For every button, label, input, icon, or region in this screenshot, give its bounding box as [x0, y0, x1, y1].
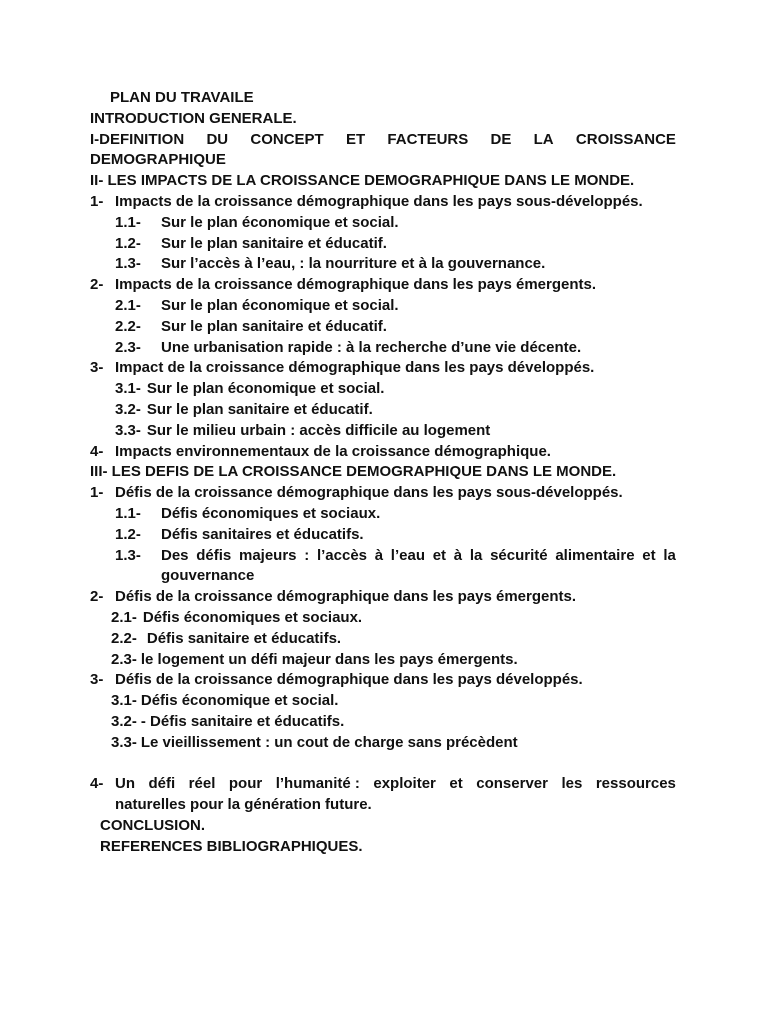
outline-subitem	[90, 379, 676, 400]
text-word: l’accès	[316, 546, 368, 564]
heading-word: LA	[533, 130, 554, 148]
subitem-number: 2.1-	[115, 296, 141, 314]
outline-subitem	[90, 712, 676, 733]
text-word: majeurs	[238, 546, 297, 564]
subitem-text: Sur le plan sanitaire et éducatif.	[146, 400, 373, 418]
heading-word: DE	[490, 130, 512, 148]
text-word: réel	[188, 775, 216, 793]
section-3-heading: III- LES DEFIS DE LA CROISSANCE DEMOGRAPHIQUE DANS LE MONDE.	[90, 463, 617, 481]
heading-word: CONCEPT	[250, 130, 324, 148]
text-word: Des	[161, 546, 189, 564]
item-continuation: naturelles pour la génération future.	[115, 796, 372, 814]
subitem-number: 3.2-	[111, 712, 137, 730]
item-number: 4-	[90, 775, 104, 793]
text-word: les	[561, 775, 583, 793]
subitem-justified-text	[161, 546, 676, 567]
subitem-number: 3.3-	[115, 421, 141, 439]
text-word: défi	[148, 775, 176, 793]
subitem-text: le logement un défi majeur dans les pays émergents.	[140, 650, 518, 668]
references-heading: REFERENCES BIBLIOGRAPHIQUES.	[100, 837, 363, 855]
item-text: Défis de la croissance démographique dans les pays émergents.	[115, 588, 577, 606]
outline-subitem	[90, 525, 676, 546]
subitem-number: 1.3-	[115, 546, 141, 564]
plan-outline	[90, 88, 676, 857]
item-number: 2-	[90, 588, 104, 606]
subitem-number: 1.1-	[115, 213, 141, 231]
subitem-number: 2.3-	[115, 338, 141, 356]
outline-subitem	[90, 546, 676, 567]
subitem-number: 3.1-	[115, 380, 141, 398]
text-word: et	[432, 546, 447, 564]
outline-subitem	[90, 733, 676, 754]
heading-word: FACTEURS	[387, 130, 469, 148]
subitem-text: Sur l’accès à l’eau, : la nourriture et à la gouvernance.	[161, 255, 546, 273]
item-number: 1-	[90, 192, 104, 210]
text-word: ressources	[595, 775, 676, 793]
introduction-heading: INTRODUCTION GENERALE.	[90, 109, 297, 127]
subitem-text: Sur le plan sanitaire et éducatif.	[161, 317, 387, 335]
outline-subitem	[90, 629, 676, 650]
text-word: :	[304, 546, 310, 564]
heading-word: I-DEFINITION	[90, 130, 185, 148]
outline-subitem	[90, 608, 676, 629]
text-word: sécurité	[490, 546, 548, 564]
item-number: 4-	[90, 442, 104, 460]
text-word: à	[453, 546, 463, 564]
item-text: Impact de la croissance démographique dans les pays développés.	[115, 359, 595, 377]
item-number: 2-	[90, 276, 104, 294]
text-word: la	[663, 546, 676, 564]
outline-subitem	[90, 317, 676, 338]
subitem-text: Sur le plan sanitaire et éducatif.	[161, 234, 387, 252]
outline-subitem	[90, 296, 676, 317]
subitem-number: 3.1-	[111, 692, 137, 710]
subitem-number: 2.2-	[115, 317, 141, 335]
item-text: Impacts de la croissance démographique dans les pays émergents.	[115, 276, 597, 294]
subitem-text: Défis économiques et sociaux.	[161, 504, 381, 522]
item-number: 1-	[90, 484, 104, 502]
outline-subitem	[90, 400, 676, 421]
subitem-text: Le vieillissement : un cout de charge sans précèdent	[140, 733, 518, 751]
outline-subitem	[90, 234, 676, 255]
heading-word: CROISSANCE	[575, 130, 676, 148]
outline-subitem	[90, 504, 676, 525]
blank-line	[90, 754, 676, 775]
section-2-heading: II- LES IMPACTS DE LA CROISSANCE DEMOGRAPHIQUE DANS LE MONDE.	[90, 172, 635, 190]
section-1-heading	[90, 130, 676, 151]
subitem-text: Défis économiques et sociaux.	[142, 608, 363, 626]
subitem-number: 2.3-	[111, 650, 137, 668]
item-text: Défis de la croissance démographique dans les pays sous-développés.	[115, 484, 623, 502]
document-title: PLAN DU TRAVAILE	[110, 89, 254, 106]
subitem-number: 2.1-	[111, 608, 137, 626]
item-number: 3-	[90, 359, 104, 377]
text-word: Un	[115, 775, 135, 793]
subitem-text: Défis sanitaire et éducatifs.	[146, 629, 342, 647]
heading-word: DU	[206, 130, 229, 148]
subitem-continuation: gouvernance	[161, 567, 255, 585]
outline-item	[90, 442, 676, 463]
outline-subitem	[90, 213, 676, 234]
outline-item	[90, 587, 676, 608]
item-text: Impacts environnementaux de la croissance démographique.	[115, 442, 551, 460]
text-word: l’humanité :	[275, 775, 360, 793]
text-word: défis	[196, 546, 232, 564]
subitem-text: Sur le plan économique et social.	[146, 380, 385, 398]
subitem-text: Sur le plan économique et social.	[161, 296, 399, 314]
subitem-text: Défis sanitaires et éducatifs.	[161, 525, 364, 543]
outline-subitem	[90, 254, 676, 275]
subitem-text: - Défis sanitaire et éducatifs.	[140, 712, 345, 730]
item-justified-text	[115, 774, 676, 795]
conclusion-heading: CONCLUSION.	[100, 816, 205, 834]
text-word: à	[374, 546, 384, 564]
text-word: conserver	[476, 775, 548, 793]
outline-item	[90, 670, 676, 691]
text-word: et	[642, 546, 656, 564]
outline-subitem	[90, 338, 676, 359]
item-text: Défis de la croissance démographique dans les pays développés.	[115, 671, 583, 689]
text-word: l’eau	[390, 546, 425, 564]
text-word: la	[469, 546, 483, 564]
text-word: alimentaire	[555, 546, 635, 564]
text-word: exploiter	[373, 775, 436, 793]
subitem-number: 1.2-	[115, 234, 141, 252]
subitem-number: 3.3-	[111, 733, 137, 751]
outline-item	[90, 483, 676, 504]
subitem-number: 3.2-	[115, 400, 141, 418]
section-1-heading-continuation: DEMOGRAPHIQUE	[90, 151, 226, 169]
subitem-text: Une urbanisation rapide : à la recherche d’une vie décente.	[161, 338, 582, 356]
subitem-number: 1.3-	[115, 255, 141, 273]
subitem-text: Sur le plan économique et social.	[161, 213, 399, 231]
subitem-number: 2.2-	[111, 629, 137, 647]
text-word: pour	[228, 775, 263, 793]
subitem-number: 1.2-	[115, 525, 141, 543]
heading-word: ET	[345, 130, 366, 148]
outline-subitem	[90, 421, 676, 442]
subitem-text: Défis économique et social.	[140, 692, 339, 710]
outline-item	[90, 358, 676, 379]
text-word: et	[449, 775, 463, 793]
item-number: 3-	[90, 671, 104, 689]
outline-item	[90, 192, 676, 213]
outline-item	[90, 774, 676, 795]
outline-subitem	[90, 650, 676, 671]
subitem-text: Sur le milieu urbain : accès difficile au logement	[146, 421, 491, 439]
subitem-number: 1.1-	[115, 504, 141, 522]
outline-item	[90, 275, 676, 296]
outline-subitem	[90, 691, 676, 712]
item-text: Impacts de la croissance démographique dans les pays sous-développés.	[115, 192, 643, 210]
